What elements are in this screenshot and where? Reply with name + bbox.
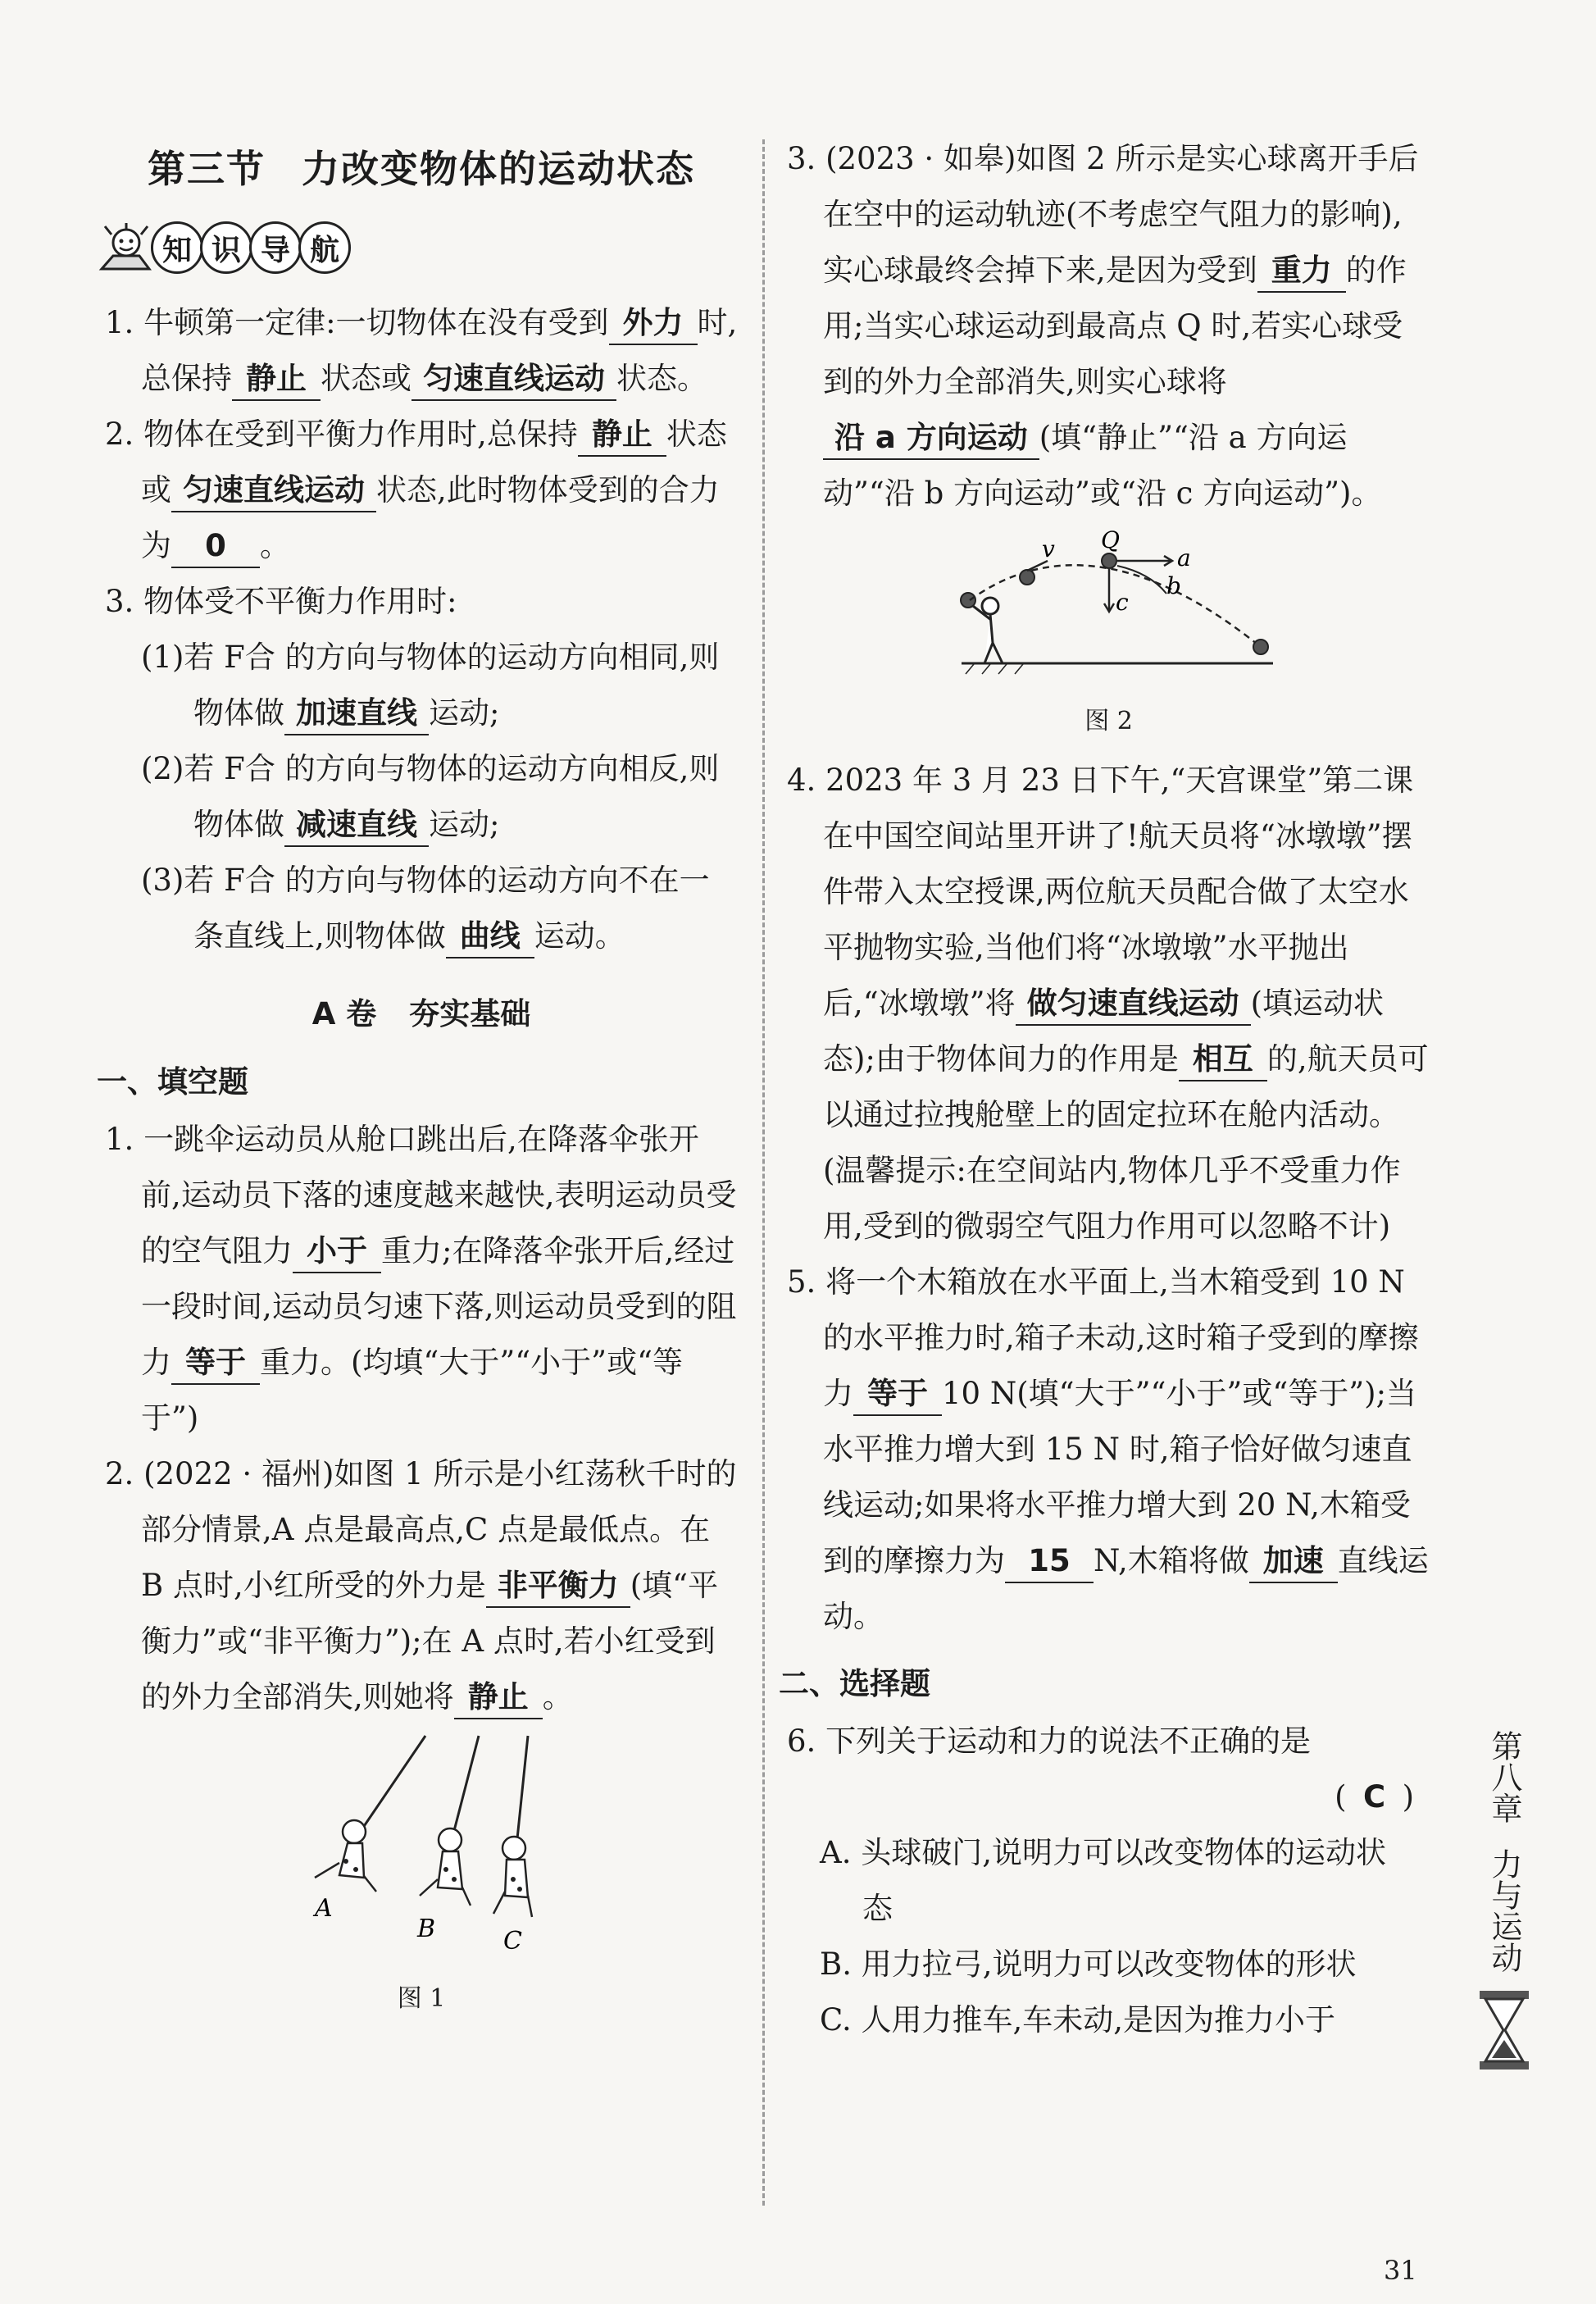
- answer-blank: 匀速直线运动: [412, 358, 616, 401]
- right-column: [779, 131, 1430, 2048]
- answer-blank: 0: [171, 526, 260, 568]
- knowledge-item-3: [105, 574, 738, 630]
- answer-blank: 匀速直线运动: [171, 470, 376, 512]
- nav-char: 知: [151, 221, 203, 274]
- answer-choice: C: [1362, 1779, 1386, 1815]
- left-column: [97, 123, 738, 2030]
- text: 状态或: [321, 361, 412, 396]
- nav-char: 航: [298, 221, 351, 274]
- answer-blank: 静止: [578, 414, 666, 457]
- question-3: [787, 131, 1430, 521]
- answer-blank: 等于: [171, 1342, 260, 1385]
- text: 2. 物体在受到平衡力作用时,总保持: [105, 417, 578, 452]
- nav-char: 识: [200, 221, 252, 274]
- answer-blank: 小于: [293, 1231, 381, 1273]
- section-title: [105, 139, 738, 194]
- text: 1. 牛顿第一定律:一切物体在没有受到: [105, 305, 609, 340]
- answer-blank: 曲线: [446, 916, 534, 958]
- part-heading-choice: 二、选择题: [779, 1666, 930, 1701]
- answer-blank: 等于: [853, 1373, 942, 1416]
- answer-blank: 减速直线: [284, 804, 429, 847]
- answer-blank: 静止: [232, 358, 321, 401]
- fig2-label-b: b: [1166, 572, 1181, 599]
- fig1-label-b: B: [417, 1915, 436, 1943]
- answer-blank: 做匀速直线运动: [1016, 983, 1251, 1026]
- chapter-topic: 力与运动: [1486, 1848, 1522, 1973]
- option-a: A. 头球破门,说明力可以改变物体的运动状态: [820, 1835, 1387, 1926]
- page-number: 31: [1384, 2255, 1417, 2286]
- answer-blank: 非平衡力: [486, 1565, 630, 1608]
- text: 1. 一跳伞运动员从舱口跳出后,在降落伞张开前,运动员下落的速度越来越快,表明运动员受的空气阻力: [105, 1122, 737, 1268]
- text: 运动;: [429, 695, 500, 731]
- knowledge-item-3-1: [105, 630, 738, 741]
- text: 4. 2023 年 3 月 23 日下午,“天宫课堂”第二课在中国空间站里开讲了!航天员将“冰墩墩”摆件带入太空授课,两位航天员配合做了太空水平抛物实验,当他们将“冰墩墩”水平抛出后,“冰墩墩”将: [787, 763, 1414, 1021]
- text: 。: [542, 1679, 573, 1714]
- hourglass-icon: [1476, 1989, 1533, 2071]
- question-5: [787, 1254, 1430, 1645]
- text: (填运动状态);由于物体间力的作用是: [823, 986, 1385, 1077]
- cartoon-kid-icon: [97, 223, 154, 272]
- figure-2-caption: 图 2: [1084, 707, 1133, 735]
- text: 5. 将一个木箱放在水平面上,当木箱受到 10 N 的水平推力时,箱子未动,这时箱子受到的摩擦力: [787, 1264, 1419, 1411]
- text: (填“平衡力”或“非平衡力”);在 A 点时,若小红受到的外力全部消失,则她将: [141, 1568, 719, 1714]
- text: 重力;在降落伞张开后,经过一段时间,运动员匀速下落,则运动员受到的阻力: [141, 1233, 737, 1380]
- knowledge-item-1: [105, 295, 738, 407]
- chapter-label: 第八章: [1486, 1730, 1522, 1824]
- knowledge-nav-label: [154, 221, 351, 274]
- fig2-label-c: c: [1115, 589, 1129, 616]
- answer-blank: 重力: [1257, 250, 1346, 293]
- question-6-answer: ( C ): [787, 1769, 1430, 1825]
- knowledge-nav-banner: [97, 221, 738, 274]
- figure-1: [105, 1732, 738, 1973]
- fig2-label-q: Q: [1100, 528, 1120, 553]
- fig1-label-c: C: [503, 1927, 522, 1956]
- answer-blank: 外力: [609, 303, 698, 345]
- chapter-sidebar: [1467, 1730, 1541, 2079]
- part-heading-fill-blank: 一、填空题: [97, 1064, 248, 1100]
- answer-blank: 加速直线: [284, 693, 429, 735]
- answer-blank: 15: [1005, 1541, 1094, 1583]
- question-4: [787, 753, 1430, 1254]
- figure-1-caption: 图 1: [397, 1984, 446, 2013]
- figure-2: [787, 528, 1430, 695]
- text: 的作用;当实心球运动到最高点 Q 时,若实心球受到的外力全部消失,则实心球将: [823, 253, 1407, 399]
- ball-trajectory-illustration: [921, 528, 1298, 692]
- text: 的,航天员可以通过拉拽舱壁上的固定拉环在舱内活动。(温馨提示:在空间站内,物体几乎不受重力作用,受到的微弱空气阻力作用可以忽略不计): [823, 1041, 1429, 1244]
- option-c: C. 人用力推车,车未动,是因为推力小于: [820, 2002, 1336, 2038]
- text: 直线运动。: [823, 1543, 1429, 1634]
- knowledge-item-3-2: [105, 741, 738, 853]
- text: 运动;: [429, 807, 500, 842]
- text: 状态或: [141, 417, 727, 508]
- text: (2)若 F合 的方向与物体的运动方向相反,则物体做: [141, 751, 720, 842]
- knowledge-item-3-3: [105, 853, 738, 964]
- text: 10 N(填“大于”“小于”或“等于”);当水平推力增大到 15 N 时,箱子恰好做匀速直线运动;如果将水平推力增大到 20 N,木箱受到的摩擦力为: [823, 1376, 1417, 1578]
- volume-name: A 卷: [311, 996, 377, 1031]
- text: 状态。: [616, 361, 707, 396]
- option-b: B. 用力拉弓,说明力可以改变物体的形状: [820, 1947, 1357, 1982]
- text: 6. 下列关于运动和力的说法不正确的是: [787, 1723, 1312, 1759]
- volume-heading: [105, 989, 738, 1033]
- text: 2. (2022 · 福州)如图 1 所示是小红荡秋千时的部分情景,A 点是最高点,C 点是最低点。在 B 点时,小红所受的外力是: [105, 1456, 737, 1603]
- text: 运动。: [534, 918, 625, 954]
- fig1-label-a: A: [315, 1894, 333, 1923]
- text: 。: [260, 528, 290, 563]
- answer-blank: 沿 a 方向运动: [823, 417, 1039, 460]
- question-1: [105, 1112, 738, 1446]
- text: (1)若 F合 的方向与物体的运动方向相同,则物体做: [141, 640, 720, 731]
- fig2-label-v: v: [1041, 535, 1055, 562]
- answer-blank: 加速: [1249, 1541, 1338, 1583]
- text: 3. 物体受不平衡力作用时:: [105, 584, 457, 619]
- fig2-label-a: a: [1176, 544, 1191, 571]
- volume-title: 夯实基础: [409, 996, 531, 1031]
- question-2: [105, 1446, 738, 1725]
- text: (3)若 F合 的方向与物体的运动方向不在一条直线上,则物体做: [141, 863, 710, 954]
- text: 状态,此时物体受到的合力为: [141, 472, 720, 563]
- text: 重力。(均填“大于”“小于”或“等于”): [141, 1345, 684, 1436]
- text: N,木箱将做: [1094, 1543, 1249, 1578]
- answer-blank: 相互: [1179, 1039, 1267, 1081]
- answer-blank: 静止: [454, 1677, 543, 1719]
- text: 3. (2023 · 如皋)如图 2 所示是实心球离开手后在空中的运动轨迹(不考虑空气阻力的影响),实心球最终会掉下来,是因为受到: [787, 141, 1419, 288]
- knowledge-item-2: [105, 407, 738, 574]
- question-6: [787, 1714, 1430, 1769]
- swing-illustration: [282, 1732, 561, 1969]
- section-name: 力改变物体的运动状态: [302, 147, 695, 191]
- column-divider: [762, 139, 765, 2206]
- nav-char: 导: [249, 221, 302, 274]
- text: 时,总保持: [141, 305, 738, 396]
- text: (填“静止”“沿 a 方向运动”“沿 b 方向运动”或“沿 c 方向运动”)。: [823, 420, 1382, 511]
- section-number: 第三节: [148, 147, 266, 191]
